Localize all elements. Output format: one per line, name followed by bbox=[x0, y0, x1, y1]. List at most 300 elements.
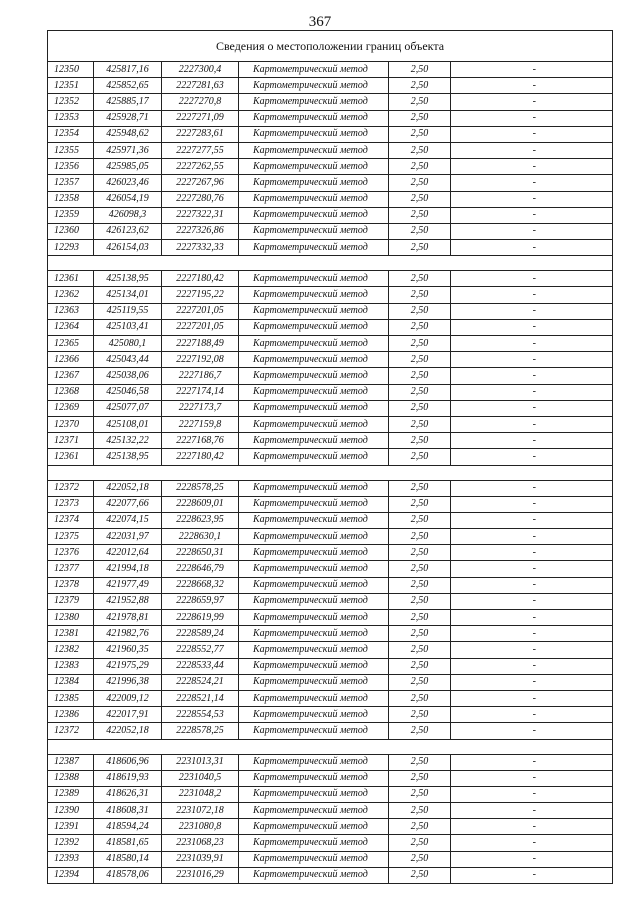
coord-y-cell: 2227262,55 bbox=[162, 159, 239, 175]
coord-x-cell: 425138,95 bbox=[94, 271, 162, 287]
point-number-cell: 12377 bbox=[48, 561, 94, 577]
coord-x-cell: 425119,55 bbox=[94, 303, 162, 319]
coord-y-cell: 2228578,25 bbox=[162, 723, 239, 739]
coord-y-cell: 2227180,42 bbox=[162, 449, 239, 465]
accuracy-cell: 2,50 bbox=[389, 142, 451, 158]
method-cell: Картометрический метод bbox=[239, 303, 389, 319]
point-number-cell: 12359 bbox=[48, 207, 94, 223]
coord-x-cell: 422017,91 bbox=[94, 707, 162, 723]
method-cell: Картометрический метод bbox=[239, 159, 389, 175]
table-row bbox=[48, 512, 613, 528]
accuracy-cell: 2,50 bbox=[389, 449, 451, 465]
description-cell: - bbox=[451, 449, 613, 465]
coord-y-cell: 2227270,8 bbox=[162, 94, 239, 110]
description-cell: - bbox=[451, 94, 613, 110]
accuracy-cell: 2,50 bbox=[389, 545, 451, 561]
accuracy-cell: 2,50 bbox=[389, 207, 451, 223]
table-row bbox=[48, 368, 613, 384]
description-cell: - bbox=[451, 62, 613, 78]
coord-y-cell: 2227300,4 bbox=[162, 62, 239, 78]
coord-x-cell: 421977,49 bbox=[94, 577, 162, 593]
table-row bbox=[48, 529, 613, 545]
table-row bbox=[48, 658, 613, 674]
point-number-cell: 12372 bbox=[48, 723, 94, 739]
coord-x-cell: 425046,58 bbox=[94, 384, 162, 400]
description-cell: - bbox=[451, 400, 613, 416]
table-title: Сведения о местоположении границ объекта bbox=[48, 31, 613, 62]
coord-x-cell: 421982,76 bbox=[94, 626, 162, 642]
point-number-cell: 12357 bbox=[48, 175, 94, 191]
point-number-cell: 12361 bbox=[48, 449, 94, 465]
table-row bbox=[48, 577, 613, 593]
description-cell: - bbox=[451, 142, 613, 158]
method-cell: Картометрический метод bbox=[239, 433, 389, 449]
table-row bbox=[48, 126, 613, 142]
table-row bbox=[48, 867, 613, 883]
accuracy-cell: 2,50 bbox=[389, 723, 451, 739]
coord-x-cell: 425077,07 bbox=[94, 400, 162, 416]
method-cell: Картометрический метод bbox=[239, 545, 389, 561]
coord-x-cell: 425132,22 bbox=[94, 433, 162, 449]
accuracy-cell: 2,50 bbox=[389, 561, 451, 577]
method-cell: Картометрический метод bbox=[239, 191, 389, 207]
description-cell: - bbox=[451, 867, 613, 883]
description-cell: - bbox=[451, 223, 613, 239]
method-cell: Картометрический метод bbox=[239, 642, 389, 658]
method-cell: Картометрический метод bbox=[239, 400, 389, 416]
accuracy-cell: 2,50 bbox=[389, 191, 451, 207]
method-cell: Картометрический метод bbox=[239, 690, 389, 706]
coord-y-cell: 2227201,05 bbox=[162, 303, 239, 319]
description-cell: - bbox=[451, 191, 613, 207]
coord-y-cell: 2227332,33 bbox=[162, 240, 239, 256]
description-cell: - bbox=[451, 819, 613, 835]
boundary-coordinates-table bbox=[47, 30, 613, 884]
table-row bbox=[48, 142, 613, 158]
table-row bbox=[48, 62, 613, 78]
method-cell: Картометрический метод bbox=[239, 207, 389, 223]
coord-x-cell: 426154,03 bbox=[94, 240, 162, 256]
table-row bbox=[48, 110, 613, 126]
accuracy-cell: 2,50 bbox=[389, 835, 451, 851]
coord-y-cell: 2228578,25 bbox=[162, 480, 239, 496]
description-cell: - bbox=[451, 593, 613, 609]
table-row bbox=[48, 851, 613, 867]
coord-y-cell: 2228524,21 bbox=[162, 674, 239, 690]
coord-x-cell: 425108,01 bbox=[94, 416, 162, 432]
accuracy-cell: 2,50 bbox=[389, 867, 451, 883]
coord-x-cell: 418606,96 bbox=[94, 754, 162, 770]
description-cell: - bbox=[451, 674, 613, 690]
table-row bbox=[48, 803, 613, 819]
table-row bbox=[48, 496, 613, 512]
coord-y-cell: 2227280,76 bbox=[162, 191, 239, 207]
coord-y-cell: 2227267,96 bbox=[162, 175, 239, 191]
description-cell: - bbox=[451, 496, 613, 512]
description-cell: - bbox=[451, 336, 613, 352]
point-number-cell: 12365 bbox=[48, 336, 94, 352]
coord-y-cell: 2227159,8 bbox=[162, 416, 239, 432]
description-cell: - bbox=[451, 577, 613, 593]
table-row bbox=[48, 642, 613, 658]
description-cell: - bbox=[451, 610, 613, 626]
table-row bbox=[48, 754, 613, 770]
table-row bbox=[48, 690, 613, 706]
coord-x-cell: 418581,65 bbox=[94, 835, 162, 851]
page-number: 367 bbox=[308, 14, 332, 30]
point-number-cell: 12363 bbox=[48, 303, 94, 319]
coord-x-cell: 425885,17 bbox=[94, 94, 162, 110]
method-cell: Картометрический метод bbox=[239, 240, 389, 256]
accuracy-cell: 2,50 bbox=[389, 512, 451, 528]
method-cell: Картометрический метод bbox=[239, 110, 389, 126]
description-cell: - bbox=[451, 626, 613, 642]
coord-x-cell: 426023,46 bbox=[94, 175, 162, 191]
table-row bbox=[48, 271, 613, 287]
table-row bbox=[48, 207, 613, 223]
coord-y-cell: 2228646,79 bbox=[162, 561, 239, 577]
accuracy-cell: 2,50 bbox=[389, 223, 451, 239]
table-row bbox=[48, 303, 613, 319]
method-cell: Картометрический метод bbox=[239, 819, 389, 835]
method-cell: Картометрический метод bbox=[239, 94, 389, 110]
accuracy-cell: 2,50 bbox=[389, 319, 451, 335]
method-cell: Картометрический метод bbox=[239, 512, 389, 528]
accuracy-cell: 2,50 bbox=[389, 707, 451, 723]
table-row bbox=[48, 384, 613, 400]
coord-y-cell: 2228552,77 bbox=[162, 642, 239, 658]
coord-x-cell: 425103,41 bbox=[94, 319, 162, 335]
method-cell: Картометрический метод bbox=[239, 707, 389, 723]
description-cell: - bbox=[451, 770, 613, 786]
accuracy-cell: 2,50 bbox=[389, 384, 451, 400]
accuracy-cell: 2,50 bbox=[389, 851, 451, 867]
point-number-cell: 12352 bbox=[48, 94, 94, 110]
coord-y-cell: 2228533,44 bbox=[162, 658, 239, 674]
coord-x-cell: 425043,44 bbox=[94, 352, 162, 368]
coord-x-cell: 418619,93 bbox=[94, 770, 162, 786]
coord-x-cell: 418626,31 bbox=[94, 786, 162, 802]
accuracy-cell: 2,50 bbox=[389, 480, 451, 496]
method-cell: Картометрический метод bbox=[239, 593, 389, 609]
description-cell: - bbox=[451, 690, 613, 706]
table-row bbox=[48, 593, 613, 609]
table-row bbox=[48, 786, 613, 802]
point-number-cell: 12387 bbox=[48, 754, 94, 770]
table-row bbox=[48, 191, 613, 207]
accuracy-cell: 2,50 bbox=[389, 770, 451, 786]
description-cell: - bbox=[451, 110, 613, 126]
table-row bbox=[48, 770, 613, 786]
coord-x-cell: 422009,12 bbox=[94, 690, 162, 706]
group-separator-row bbox=[48, 465, 613, 480]
table-row bbox=[48, 545, 613, 561]
method-cell: Картометрический метод bbox=[239, 416, 389, 432]
method-cell: Картометрический метод bbox=[239, 78, 389, 94]
point-number-cell: 12351 bbox=[48, 78, 94, 94]
coord-y-cell: 2227277,55 bbox=[162, 142, 239, 158]
coord-x-cell: 421960,35 bbox=[94, 642, 162, 658]
description-cell: - bbox=[451, 78, 613, 94]
table-row bbox=[48, 223, 613, 239]
point-number-cell: 12362 bbox=[48, 287, 94, 303]
coord-x-cell: 421994,18 bbox=[94, 561, 162, 577]
table-row bbox=[48, 240, 613, 256]
accuracy-cell: 2,50 bbox=[389, 62, 451, 78]
coord-x-cell: 422012,64 bbox=[94, 545, 162, 561]
method-cell: Картометрический метод bbox=[239, 352, 389, 368]
method-cell: Картометрический метод bbox=[239, 835, 389, 851]
description-cell: - bbox=[451, 707, 613, 723]
group-separator-row bbox=[48, 739, 613, 754]
table-row bbox=[48, 819, 613, 835]
point-number-cell: 12369 bbox=[48, 400, 94, 416]
description-cell: - bbox=[451, 303, 613, 319]
table-row bbox=[48, 416, 613, 432]
description-cell: - bbox=[451, 126, 613, 142]
accuracy-cell: 2,50 bbox=[389, 271, 451, 287]
separator-cell bbox=[48, 256, 613, 271]
point-number-cell: 12366 bbox=[48, 352, 94, 368]
point-number-cell: 12380 bbox=[48, 610, 94, 626]
method-cell: Картометрический метод bbox=[239, 287, 389, 303]
table-row bbox=[48, 561, 613, 577]
description-cell: - bbox=[451, 271, 613, 287]
coord-y-cell: 2231080,8 bbox=[162, 819, 239, 835]
accuracy-cell: 2,50 bbox=[389, 352, 451, 368]
accuracy-cell: 2,50 bbox=[389, 610, 451, 626]
coord-x-cell: 422052,18 bbox=[94, 723, 162, 739]
accuracy-cell: 2,50 bbox=[389, 529, 451, 545]
point-number-cell: 12385 bbox=[48, 690, 94, 706]
point-number-cell: 12354 bbox=[48, 126, 94, 142]
point-number-cell: 12353 bbox=[48, 110, 94, 126]
accuracy-cell: 2,50 bbox=[389, 433, 451, 449]
coord-x-cell: 422031,97 bbox=[94, 529, 162, 545]
coord-y-cell: 2227195,22 bbox=[162, 287, 239, 303]
method-cell: Картометрический метод bbox=[239, 449, 389, 465]
method-cell: Картометрический метод bbox=[239, 142, 389, 158]
point-number-cell: 12371 bbox=[48, 433, 94, 449]
coord-x-cell: 425928,71 bbox=[94, 110, 162, 126]
coord-y-cell: 2227281,63 bbox=[162, 78, 239, 94]
coord-y-cell: 2231039,91 bbox=[162, 851, 239, 867]
accuracy-cell: 2,50 bbox=[389, 175, 451, 191]
description-cell: - bbox=[451, 287, 613, 303]
point-number-cell: 12383 bbox=[48, 658, 94, 674]
method-cell: Картометрический метод bbox=[239, 561, 389, 577]
accuracy-cell: 2,50 bbox=[389, 593, 451, 609]
accuracy-cell: 2,50 bbox=[389, 240, 451, 256]
coord-y-cell: 2231040,5 bbox=[162, 770, 239, 786]
accuracy-cell: 2,50 bbox=[389, 819, 451, 835]
coord-y-cell: 2227201,05 bbox=[162, 319, 239, 335]
coord-x-cell: 425817,16 bbox=[94, 62, 162, 78]
description-cell: - bbox=[451, 159, 613, 175]
coord-y-cell: 2227188,49 bbox=[162, 336, 239, 352]
method-cell: Картометрический метод bbox=[239, 480, 389, 496]
coord-x-cell: 426098,3 bbox=[94, 207, 162, 223]
method-cell: Картометрический метод bbox=[239, 384, 389, 400]
coord-x-cell: 425852,65 bbox=[94, 78, 162, 94]
point-number-cell: 12356 bbox=[48, 159, 94, 175]
method-cell: Картометрический метод bbox=[239, 867, 389, 883]
method-cell: Картометрический метод bbox=[239, 851, 389, 867]
table-row bbox=[48, 94, 613, 110]
point-number-cell: 12392 bbox=[48, 835, 94, 851]
description-cell: - bbox=[451, 512, 613, 528]
coord-y-cell: 2228554,53 bbox=[162, 707, 239, 723]
coord-y-cell: 2228650,31 bbox=[162, 545, 239, 561]
accuracy-cell: 2,50 bbox=[389, 126, 451, 142]
table-row bbox=[48, 400, 613, 416]
accuracy-cell: 2,50 bbox=[389, 786, 451, 802]
point-number-cell: 12389 bbox=[48, 786, 94, 802]
table-row bbox=[48, 319, 613, 335]
method-cell: Картометрический метод bbox=[239, 786, 389, 802]
coord-y-cell: 2228589,24 bbox=[162, 626, 239, 642]
point-number-cell: 12373 bbox=[48, 496, 94, 512]
coord-x-cell: 421978,81 bbox=[94, 610, 162, 626]
title-row bbox=[48, 31, 613, 62]
point-number-cell: 12376 bbox=[48, 545, 94, 561]
point-number-cell: 12364 bbox=[48, 319, 94, 335]
point-number-cell: 12374 bbox=[48, 512, 94, 528]
method-cell: Картометрический метод bbox=[239, 62, 389, 78]
table-row bbox=[48, 449, 613, 465]
point-number-cell: 12378 bbox=[48, 577, 94, 593]
point-number-cell: 12388 bbox=[48, 770, 94, 786]
coord-y-cell: 2228630,1 bbox=[162, 529, 239, 545]
point-number-cell: 12361 bbox=[48, 271, 94, 287]
method-cell: Картометрический метод bbox=[239, 674, 389, 690]
coord-y-cell: 2231072,18 bbox=[162, 803, 239, 819]
table-row bbox=[48, 723, 613, 739]
accuracy-cell: 2,50 bbox=[389, 94, 451, 110]
point-number-cell: 12393 bbox=[48, 851, 94, 867]
accuracy-cell: 2,50 bbox=[389, 303, 451, 319]
coord-x-cell: 421975,29 bbox=[94, 658, 162, 674]
coord-y-cell: 2227283,61 bbox=[162, 126, 239, 142]
coord-x-cell: 418608,31 bbox=[94, 803, 162, 819]
coord-x-cell: 425138,95 bbox=[94, 449, 162, 465]
coord-x-cell: 425948,62 bbox=[94, 126, 162, 142]
description-cell: - bbox=[451, 368, 613, 384]
point-number-cell: 12375 bbox=[48, 529, 94, 545]
accuracy-cell: 2,50 bbox=[389, 754, 451, 770]
method-cell: Картометрический метод bbox=[239, 754, 389, 770]
method-cell: Картометрический метод bbox=[239, 770, 389, 786]
point-number-cell: 12293 bbox=[48, 240, 94, 256]
coord-y-cell: 2227180,42 bbox=[162, 271, 239, 287]
coord-x-cell: 422052,18 bbox=[94, 480, 162, 496]
coord-y-cell: 2227322,31 bbox=[162, 207, 239, 223]
method-cell: Картометрический метод bbox=[239, 368, 389, 384]
accuracy-cell: 2,50 bbox=[389, 577, 451, 593]
accuracy-cell: 2,50 bbox=[389, 110, 451, 126]
description-cell: - bbox=[451, 240, 613, 256]
point-number-cell: 12372 bbox=[48, 480, 94, 496]
coord-x-cell: 426054,19 bbox=[94, 191, 162, 207]
description-cell: - bbox=[451, 433, 613, 449]
table-row bbox=[48, 835, 613, 851]
method-cell: Картометрический метод bbox=[239, 496, 389, 512]
coord-x-cell: 425134,01 bbox=[94, 287, 162, 303]
coord-y-cell: 2231016,29 bbox=[162, 867, 239, 883]
method-cell: Картометрический метод bbox=[239, 336, 389, 352]
table-body bbox=[48, 31, 613, 884]
coord-x-cell: 425971,36 bbox=[94, 142, 162, 158]
coord-y-cell: 2231013,31 bbox=[162, 754, 239, 770]
method-cell: Картометрический метод bbox=[239, 658, 389, 674]
method-cell: Картометрический метод bbox=[239, 529, 389, 545]
accuracy-cell: 2,50 bbox=[389, 336, 451, 352]
coord-y-cell: 2228668,32 bbox=[162, 577, 239, 593]
point-number-cell: 12391 bbox=[48, 819, 94, 835]
coord-y-cell: 2228659,97 bbox=[162, 593, 239, 609]
table-row bbox=[48, 610, 613, 626]
coord-x-cell: 422074,15 bbox=[94, 512, 162, 528]
coord-x-cell: 425080,1 bbox=[94, 336, 162, 352]
description-cell: - bbox=[451, 529, 613, 545]
accuracy-cell: 2,50 bbox=[389, 496, 451, 512]
point-number-cell: 12358 bbox=[48, 191, 94, 207]
table-row bbox=[48, 336, 613, 352]
point-number-cell: 12382 bbox=[48, 642, 94, 658]
point-number-cell: 12350 bbox=[48, 62, 94, 78]
coord-y-cell: 2227186,7 bbox=[162, 368, 239, 384]
method-cell: Картометрический метод bbox=[239, 223, 389, 239]
coord-y-cell: 2228619,99 bbox=[162, 610, 239, 626]
point-number-cell: 12360 bbox=[48, 223, 94, 239]
method-cell: Картометрический метод bbox=[239, 577, 389, 593]
point-number-cell: 12394 bbox=[48, 867, 94, 883]
accuracy-cell: 2,50 bbox=[389, 400, 451, 416]
method-cell: Картометрический метод bbox=[239, 803, 389, 819]
point-number-cell: 12379 bbox=[48, 593, 94, 609]
point-number-cell: 12355 bbox=[48, 142, 94, 158]
method-cell: Картометрический метод bbox=[239, 610, 389, 626]
method-cell: Картометрический метод bbox=[239, 175, 389, 191]
point-number-cell: 12384 bbox=[48, 674, 94, 690]
table-row bbox=[48, 352, 613, 368]
point-number-cell: 12367 bbox=[48, 368, 94, 384]
description-cell: - bbox=[451, 754, 613, 770]
method-cell: Картометрический метод bbox=[239, 626, 389, 642]
description-cell: - bbox=[451, 384, 613, 400]
table-row bbox=[48, 480, 613, 496]
accuracy-cell: 2,50 bbox=[389, 642, 451, 658]
coord-x-cell: 421952,88 bbox=[94, 593, 162, 609]
description-cell: - bbox=[451, 851, 613, 867]
coord-y-cell: 2227192,08 bbox=[162, 352, 239, 368]
description-cell: - bbox=[451, 658, 613, 674]
point-number-cell: 12390 bbox=[48, 803, 94, 819]
coord-y-cell: 2227326,86 bbox=[162, 223, 239, 239]
accuracy-cell: 2,50 bbox=[389, 78, 451, 94]
coord-x-cell: 418580,14 bbox=[94, 851, 162, 867]
coord-x-cell: 425985,05 bbox=[94, 159, 162, 175]
description-cell: - bbox=[451, 835, 613, 851]
accuracy-cell: 2,50 bbox=[389, 416, 451, 432]
accuracy-cell: 2,50 bbox=[389, 368, 451, 384]
method-cell: Картометрический метод bbox=[239, 126, 389, 142]
separator-cell bbox=[48, 465, 613, 480]
description-cell: - bbox=[451, 803, 613, 819]
description-cell: - bbox=[451, 319, 613, 335]
description-cell: - bbox=[451, 561, 613, 577]
coord-y-cell: 2227174,14 bbox=[162, 384, 239, 400]
